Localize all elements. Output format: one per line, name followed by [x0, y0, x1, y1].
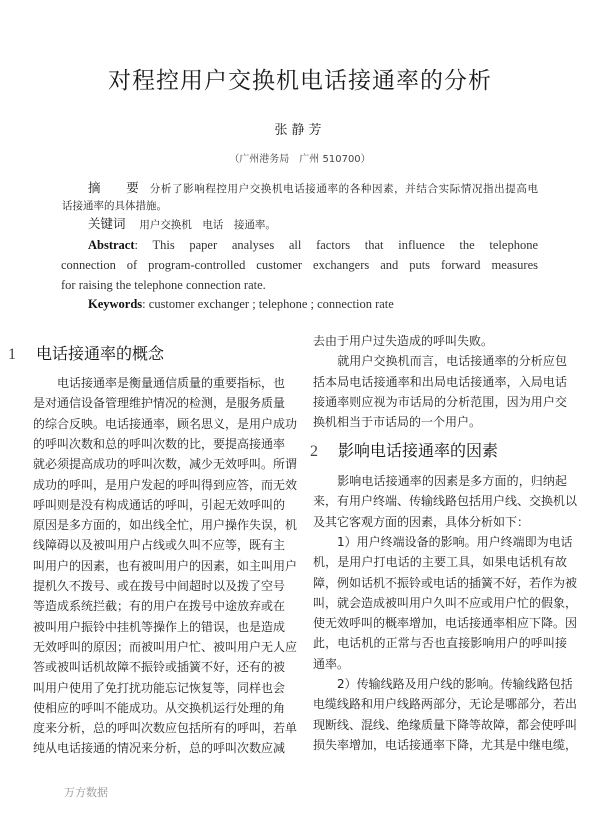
text-line: 去由于用户过失造成的呼叫失败。: [313, 334, 494, 348]
affiliation: （广州港务局 广州 510700）: [229, 154, 371, 165]
keywords-cn-label: 关键词: [88, 216, 126, 231]
keywords-en-label: Keywords: [88, 297, 143, 311]
paper-title: 对程控用户交换机电话接通率的分析: [108, 68, 492, 94]
abstract-en-text: connection of program-controlled customer exchangers and puts forward measures: [61, 258, 538, 272]
text-line: 纯从电话接通的情况来分析，总的呼叫次数应减: [33, 741, 286, 756]
section-2-heading: [310, 439, 498, 463]
text-line: 来，有用户终端、传输线路包括用户线、交换机以: [313, 494, 578, 509]
text-line: 损失率增加，电话接通率下降，尤其是中继电缆，: [313, 737, 578, 752]
text-line: 影响电话接通率的因素是多方面的，归纳起: [313, 474, 567, 488]
text-line: 线障碍以及被叫用户占线或久叫不应等，既有主: [33, 538, 286, 553]
text-line: 原因是多方面的，如出线全忙，用户操作失误，机: [33, 518, 298, 533]
section-number: 1: [8, 346, 16, 363]
text-line: 无效呼叫的原因；而被叫用户忙、被叫用户无人应: [33, 639, 298, 654]
text-line: 及其它客观方面的因素，具体分析如下：: [313, 514, 530, 529]
text-line: 答或被叫话机故障不振铃或插簧不好，还有的被: [33, 660, 286, 675]
section-number: 2: [310, 443, 318, 460]
abstract-cn-label: 摘 要: [88, 180, 146, 195]
abstract-en-label: Abstract: [88, 238, 135, 252]
section-1-heading: [8, 342, 164, 366]
text-line: 括本局电话接通率和出局电话接通率，入局电话: [313, 374, 567, 389]
watermark: 万方数据: [64, 786, 108, 799]
text-line: 通率。: [313, 656, 350, 671]
text-line: 使相应的呼叫不能成功。从交换机运行处理的角: [33, 700, 286, 715]
keywords-en-text: : customer exchanger ; telephone ; connection rate: [142, 297, 394, 311]
abstract-en-text: for raising the telephone connection rate.: [61, 278, 266, 292]
text-line: 电话接通率是衡量通信质量的重要指标，也: [33, 376, 286, 390]
text-line: 接通率则应视为市话局的分析范围，因为用户交: [313, 394, 567, 409]
abstract-cn-text: 分析了影响程控用户交换机电话接通率的各种因素，并结合实际情况指出提高电: [149, 183, 538, 195]
text-line: 现断线、混线、绝缘质量下降等故障，都会使呼叫: [313, 717, 578, 732]
text-line: 提机久不拨号、或在拨号中间超时以及拨了空号: [33, 579, 286, 593]
author: 张静芳: [274, 123, 326, 138]
text-line: 叫用户的因素，也有被叫用户的因素，如主叫用户: [33, 558, 298, 573]
text-line: 就必须提高成功的呼叫次数，减少无效呼叫。所谓: [33, 457, 298, 472]
abstract-en-text: : This paper analyses all factors that influence the telephone: [134, 238, 538, 252]
text-line: 等造成系统拦截；有的用户在拨号中途放弃或在: [33, 599, 286, 614]
text-line: 呼叫则是没有构成通话的呼叫，引起无效呼叫的: [33, 497, 286, 512]
text-line: 成功的呼叫，是用户发起的呼叫得到应答，而无效: [33, 477, 298, 492]
section-title: 影响电话接通率的因素: [338, 441, 499, 460]
text-line: 1）用户终端设备的影响。用户终端即为电话: [313, 534, 573, 549]
text-line: 叫，就会造成被叫用户久叫不应或用户忙的假象，: [313, 595, 578, 610]
text-line: 的综合反映。电话接通率，顾名思义，是用户成功: [33, 416, 298, 431]
text-line: 度来分析，总的呼叫次数应包括所有的呼叫，若单: [33, 721, 298, 736]
text-line: 被叫用户振铃中挂机等操作上的错误，也是造成: [33, 619, 286, 634]
text-line: 叫用户使用了免打扰功能忘记恢复等，同样也会: [33, 680, 286, 695]
text-line: 障，例如话机不振铃或电话的插簧不好，若作为被: [313, 575, 578, 590]
text-line: 就用户交换机而言，电话接通率的分析应包: [313, 354, 567, 369]
text-line: 2）传输线路及用户线的影响。传输线路包括: [313, 677, 573, 691]
text-line: 是对通信设备管理维护情况的检测，是服务质量: [33, 396, 286, 411]
abstract-cn-text: 话接通率的具体措施。: [62, 200, 167, 212]
text-line: 此，电话机的正常与否也直接影响用户的呼叫接: [313, 636, 567, 651]
text-line: 电缆线路和用户线路两部分，无论是哪部分，若出: [313, 697, 578, 712]
text-line: 机，是用户打电话的主要工具，如果电话机有故: [313, 555, 567, 570]
text-line: 的呼叫次数和总的呼叫次数的比，要提高接通率: [33, 436, 286, 451]
keywords-cn-text: 用户交换机 电话 接通率。: [139, 219, 276, 231]
text-line: 换机相当于市话局的一个用户。: [313, 415, 482, 430]
text-line: 使无效呼叫的概率增加，电话接通率相应下降。因: [313, 616, 578, 631]
section-title: 电话接通率的概念: [36, 344, 165, 363]
